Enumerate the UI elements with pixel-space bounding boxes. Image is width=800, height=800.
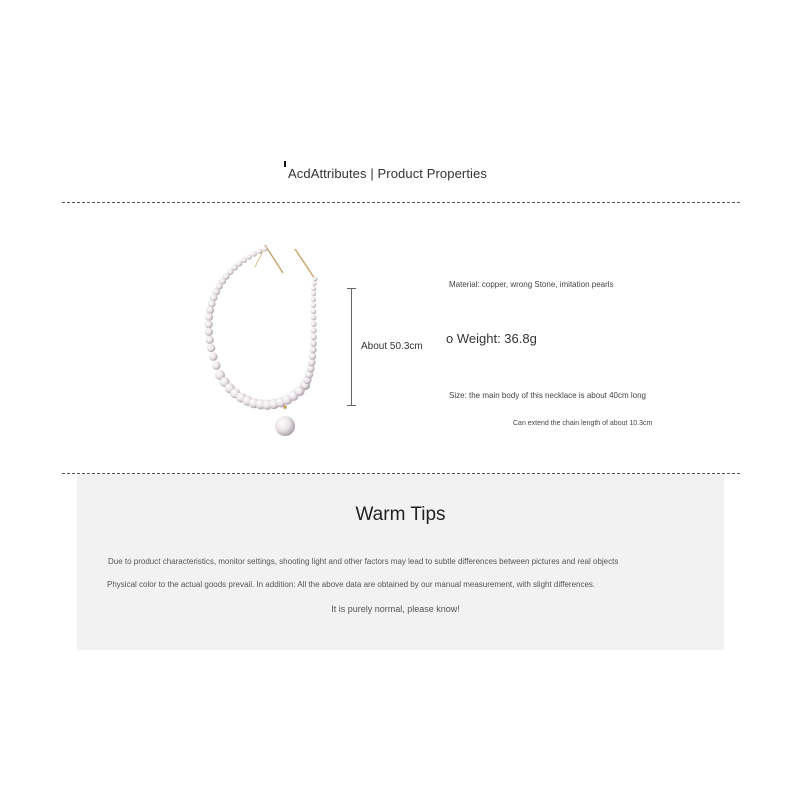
section-title: AcdAttributes | Product Properties (288, 166, 487, 181)
material-text: Material: copper, wrong Stone, imitation pearls (449, 280, 614, 289)
tip-line-2: Physical color to the actual goods prevail. In addition: All the above data are obtained by our manual measurement, with slight differences. (107, 580, 596, 589)
warm-tips-title: Warm Tips (355, 504, 446, 525)
weight-text: o Weight: 36.8g (446, 331, 537, 346)
tip-line-1: Due to product characteristics, monitor settings, shooting light and other factors may lead to subtle differences between pictures and real objects (108, 557, 619, 566)
extend-text: Can extend the chain length of about 10.3cm (513, 420, 653, 427)
title-marker (284, 161, 286, 167)
length-label: About 50.3cm (361, 341, 423, 352)
tip-line-3: It is purely normal, please know! (331, 604, 460, 614)
size-text: Size: the main body of this necklace is about 40cm long (449, 391, 646, 400)
length-measure-line (347, 288, 357, 406)
warm-tips-panel (77, 474, 724, 650)
pearl-necklace-icon (195, 245, 325, 445)
divider-top (62, 202, 740, 203)
